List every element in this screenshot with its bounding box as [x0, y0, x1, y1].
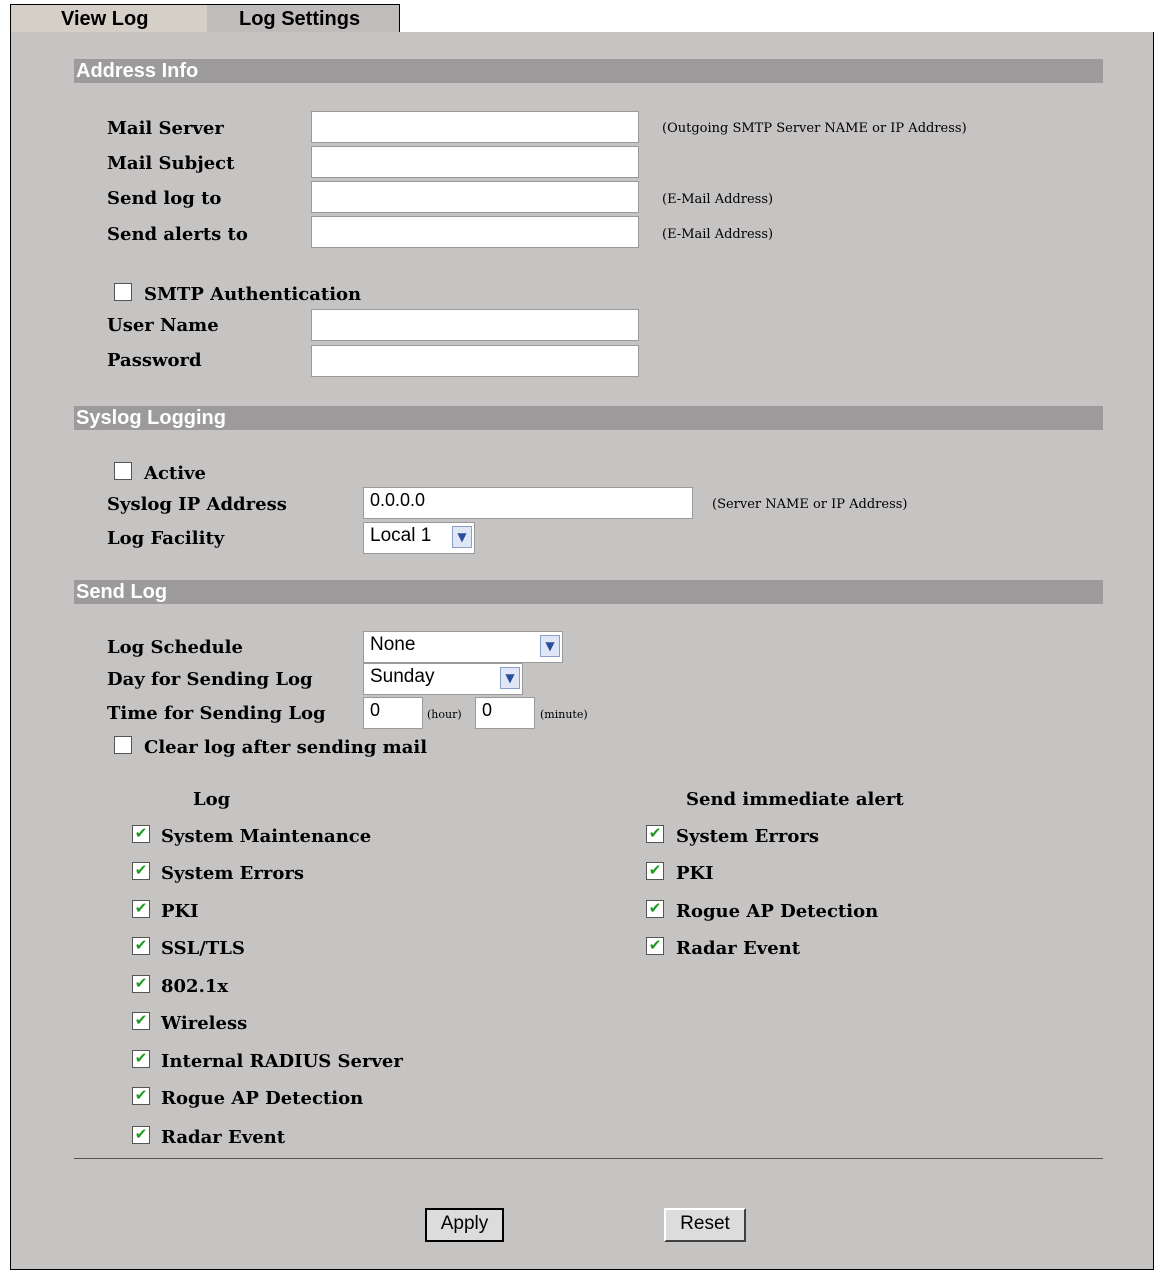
send-alerts-to-input[interactable]: [311, 216, 639, 248]
check-icon[interactable]: ✔: [132, 1050, 150, 1068]
send-alerts-to-hint: (E-Mail Address): [662, 227, 774, 242]
clear-log-checkbox[interactable]: [114, 736, 132, 754]
chevron-down-icon[interactable]: ▼: [452, 526, 472, 548]
mail-server-input[interactable]: [311, 111, 639, 143]
tab-log-settings[interactable]: Log Settings: [207, 4, 400, 32]
password-input[interactable]: [311, 345, 639, 377]
check-icon[interactable]: ✔: [132, 862, 150, 880]
mail-subject-label: Mail Subject: [107, 153, 235, 174]
mail-subject-input[interactable]: [311, 146, 639, 178]
syslog-ip-label: Syslog IP Address: [107, 494, 287, 515]
day-sending-select[interactable]: [363, 663, 523, 695]
day-sending-value: Sunday: [370, 666, 435, 687]
hour-input[interactable]: 0: [363, 697, 423, 729]
reset-button[interactable]: Reset: [664, 1208, 746, 1242]
check-icon[interactable]: ✔: [132, 825, 150, 843]
log-schedule-value: None: [370, 634, 416, 655]
syslog-active-checkbox[interactable]: [114, 462, 132, 480]
log-column-header: Log: [193, 789, 231, 810]
section-address-info: Address Info: [74, 59, 1103, 83]
alert-item: Radar Event: [676, 938, 801, 959]
smtp-auth-label: SMTP Authentication: [144, 284, 362, 305]
send-log-to-hint: (E-Mail Address): [662, 192, 774, 207]
log-facility-label: Log Facility: [107, 528, 225, 549]
send-alerts-to-label: Send alerts to: [107, 224, 248, 245]
section-syslog-logging: Syslog Logging: [74, 406, 1103, 430]
log-item: Radar Event: [161, 1127, 286, 1148]
minute-input[interactable]: 0: [475, 697, 535, 729]
log-item: System Errors: [161, 863, 304, 884]
mail-server-hint: (Outgoing SMTP Server NAME or IP Address): [662, 121, 967, 136]
hour-unit: (hour): [427, 708, 462, 721]
send-log-to-input[interactable]: [311, 181, 639, 213]
check-icon[interactable]: ✔: [646, 862, 664, 880]
check-icon[interactable]: ✔: [132, 937, 150, 955]
syslog-ip-input[interactable]: 0.0.0.0: [363, 487, 693, 519]
syslog-ip-hint: (Server NAME or IP Address): [712, 497, 908, 512]
minute-unit: (minute): [540, 708, 588, 721]
check-icon[interactable]: ✔: [132, 1087, 150, 1105]
check-icon[interactable]: ✔: [132, 1126, 150, 1144]
password-label: Password: [107, 350, 202, 371]
log-item: System Maintenance: [161, 826, 372, 847]
check-icon[interactable]: ✔: [646, 937, 664, 955]
check-icon[interactable]: ✔: [132, 900, 150, 918]
check-icon[interactable]: ✔: [646, 900, 664, 918]
apply-button[interactable]: Apply: [425, 1208, 504, 1242]
time-sending-label: Time for Sending Log: [107, 703, 326, 724]
log-item: 802.1x: [161, 976, 229, 997]
user-name-input[interactable]: [311, 309, 639, 341]
user-name-label: User Name: [107, 315, 219, 336]
section-send-log: Send Log: [74, 580, 1103, 604]
log-schedule-label: Log Schedule: [107, 637, 243, 658]
log-facility-value: Local 1: [370, 525, 432, 546]
day-sending-label: Day for Sending Log: [107, 669, 313, 690]
log-facility-select[interactable]: [363, 522, 475, 554]
send-log-to-label: Send log to: [107, 188, 222, 209]
chevron-down-icon[interactable]: ▼: [540, 635, 560, 657]
log-item: SSL/TLS: [161, 938, 245, 959]
alert-item: System Errors: [676, 826, 819, 847]
check-icon[interactable]: ✔: [132, 1012, 150, 1030]
divider: [74, 1158, 1103, 1159]
tab-view-log[interactable]: View Log: [10, 4, 207, 32]
chevron-down-icon[interactable]: ▼: [500, 667, 520, 689]
check-icon[interactable]: ✔: [646, 825, 664, 843]
log-item: Rogue AP Detection: [161, 1088, 364, 1109]
clear-log-label: Clear log after sending mail: [144, 737, 428, 758]
smtp-auth-checkbox[interactable]: [114, 283, 132, 301]
syslog-active-label: Active: [144, 463, 206, 484]
alert-item: Rogue AP Detection: [676, 901, 879, 922]
alert-item: PKI: [676, 863, 714, 884]
log-item: Wireless: [161, 1013, 248, 1034]
alert-column-header: Send immediate alert: [686, 789, 904, 810]
check-icon[interactable]: ✔: [132, 975, 150, 993]
log-item: PKI: [161, 901, 199, 922]
log-item: Internal RADIUS Server: [161, 1051, 403, 1072]
mail-server-label: Mail Server: [107, 118, 224, 139]
log-schedule-select[interactable]: [363, 631, 563, 663]
